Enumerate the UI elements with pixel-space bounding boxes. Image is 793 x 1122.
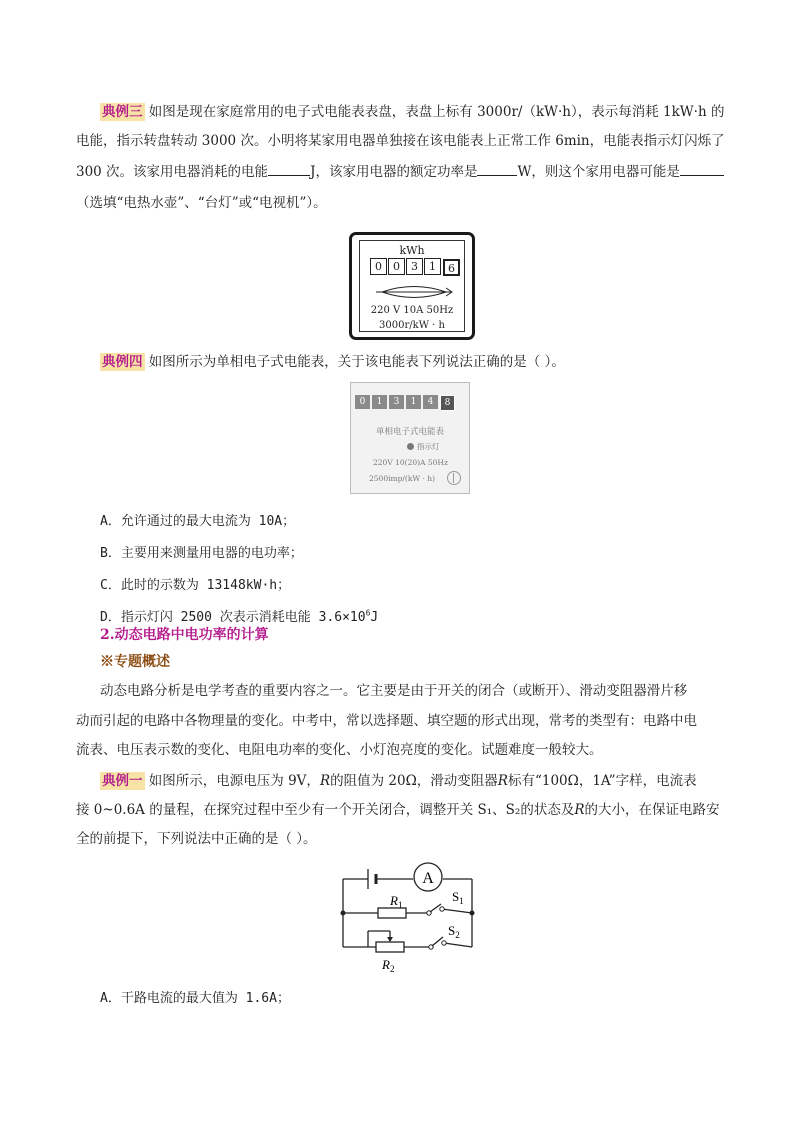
example3-tag: 典例三 (102, 104, 143, 120)
blank-appliance[interactable] (680, 161, 724, 176)
energy-meter-figure-1 (349, 232, 475, 340)
s1-subscript: 1 (459, 896, 464, 906)
option-a: A．允许通过的最大电流为 10A； (100, 514, 296, 529)
option-d-text: D．指示灯闪 2500 次表示消耗电能 3.6×10 (100, 610, 366, 625)
rheostat-r2 (376, 942, 404, 952)
example3-line2: 电能，指示转盘转动 3000 次。小明将某家用电器单独接在该电能表上正常工作 6min，电能表指示灯闪烁了 (76, 133, 725, 149)
r2-subscript: 2 (389, 964, 395, 974)
meter2-digit: 3 (389, 395, 404, 409)
overview-p3: 流表、电压表示数的变化、电阻电功率的变化、小灯泡亮度的变化。试题难度一般较大。 (76, 742, 603, 758)
example1-text1b: 的阻值为 20Ω，滑动变阻器 (330, 773, 498, 789)
r1-symbol: R (390, 893, 398, 908)
option-c: C．此时的示数为 13148kW·h； (100, 578, 291, 593)
example3-text1: 如图是现在家庭常用的电子式电能表表盘，表盘上标有 3000r/（kW·h），表示每消耗 1kW·h 的 (148, 104, 725, 120)
s1-contact (440, 907, 444, 911)
meter2-digit: 4 (423, 395, 438, 409)
section-heading: 2.动态电路中电功率的计算 (100, 627, 269, 643)
meter-digit: 3 (406, 258, 423, 275)
energy-meter-figure-2 (350, 382, 470, 494)
meter2-led-label: 指示灯 (417, 442, 440, 451)
junction-dot (341, 911, 346, 916)
meter2-digit-decimal: 8 (440, 395, 455, 411)
example1-text2b: 的大小，在保证电路安 (584, 802, 720, 818)
example3-line3 (76, 155, 696, 189)
example1-line3: 全的前提下，下列说法中正确的是（ ）。 (76, 831, 317, 847)
s2-subscript: 2 (455, 930, 460, 940)
example1-r2: R (497, 773, 508, 789)
r1-label (389, 893, 402, 910)
blank-energy[interactable] (268, 161, 310, 176)
blank-power[interactable] (477, 161, 517, 176)
meter2-rate: 2500imp/(kW · h) (369, 474, 436, 483)
meter2-indicator (407, 441, 440, 452)
r2-symbol: R (382, 957, 390, 972)
junction-dot (470, 911, 475, 916)
meter-digit-decimal: 6 (443, 259, 460, 276)
example1-text1c: 标有“100Ω，1A”字样，电流表 (507, 773, 697, 789)
example3-line4: （选填“电热水壶”、“台灯”或“电视机”）。 (76, 195, 327, 211)
meter2-seal-icon (447, 471, 461, 485)
meter2-digit: 1 (372, 395, 387, 409)
ammeter-label: A (422, 870, 434, 887)
meter2-digits (355, 395, 457, 411)
overview-heading: ※专题概述 (100, 654, 170, 670)
s2-contact (442, 941, 446, 945)
example4-tag: 典例四 (102, 354, 143, 370)
example1-option-a: A．干路电流的最大值为 1.6A； (100, 991, 290, 1006)
r2-label (381, 957, 394, 974)
option-d-exponent: 6 (365, 608, 371, 618)
example3-text3c: W，则这个家用电器可能是 (517, 164, 680, 180)
example1-r3: R (574, 802, 585, 818)
switch-s1 (430, 904, 441, 912)
overview-p1: 动态电路分析是电学考查的重要内容之一。它主要是由于开关的闭合（或断开）、滑动变阻器滑片移 (100, 683, 688, 699)
example1-text1a: 如图所示，电源电压为 9V， (148, 773, 320, 789)
example4-line (100, 345, 720, 379)
meter-digit: 0 (370, 258, 387, 275)
circuit-diagram (338, 855, 478, 980)
meter2-spec: 220V 10(20)A 50Hz (373, 458, 448, 467)
slider-arrow-icon (387, 937, 393, 942)
option-d-unit: J (370, 610, 379, 625)
example3-text3b: J，该家用电器的额定功率是 (310, 164, 478, 180)
example1-tag: 典例一 (102, 773, 143, 789)
meter-rate: 3000r/kW · h (379, 320, 445, 331)
meter-digit: 0 (388, 258, 405, 275)
meter-unit: kWh (399, 244, 425, 257)
meter-digit: 1 (424, 258, 441, 275)
meter-spec: 220 V 10A 50Hz (370, 305, 454, 316)
example3-text3a: 300 次。该家用电器消耗的电能 (76, 164, 269, 180)
s1-symbol: S (452, 889, 460, 904)
meter-disc-icon (374, 283, 456, 301)
indicator-light-icon (407, 443, 414, 450)
example1-text2: 接 0~0.6A 的量程，在探究过程中至少有一个开关闭合，调整开关 S₁、S₂的状态及 (76, 802, 575, 818)
meter2-digit: 0 (355, 395, 370, 409)
meter-digits (370, 258, 461, 277)
meter2-digit: 1 (406, 395, 421, 409)
example4-text: 如图所示为单相电子式电能表，关于该电能表下列说法正确的是（ ）。 (148, 354, 565, 370)
r1-subscript: 1 (397, 900, 403, 910)
example1-r: R (319, 773, 331, 789)
option-b: B．主要用来测量用电器的电功率； (100, 546, 303, 561)
overview-p2: 动而引起的电路中各物理量的变化。中考中，常以选择题、填空题的形式出现，常考的类型有：电路中电 (76, 713, 697, 729)
s2-symbol: S (448, 923, 456, 938)
meter-dial (359, 240, 465, 332)
meter2-title: 单相电子式电能表 (375, 427, 444, 437)
s1-label (452, 889, 464, 906)
s2-label (448, 923, 460, 940)
switch-s2 (432, 937, 443, 946)
